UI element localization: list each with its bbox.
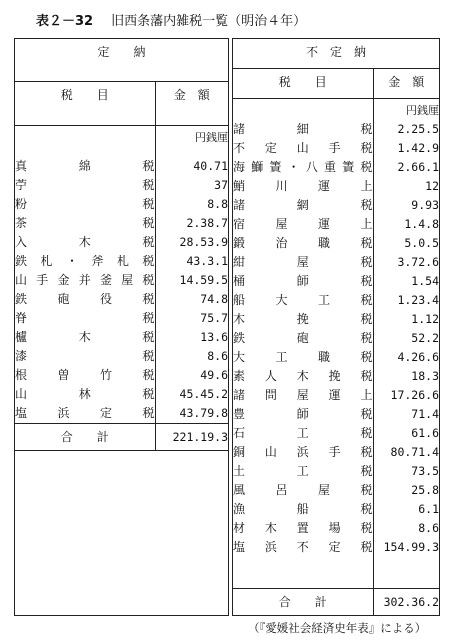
- table-row: [233, 215, 439, 234]
- tax-amount: 40.71: [193, 159, 228, 174]
- tax-item-name: 素 人 木 挽 税: [233, 367, 373, 386]
- tax-item-name: 材 木 置 場 税: [233, 519, 373, 538]
- tax-amount: 8.6: [418, 521, 439, 536]
- table-row: [15, 252, 228, 271]
- total-label: 合 計: [15, 424, 155, 451]
- tax-amount: 75.7: [200, 311, 228, 326]
- tax-amount: 8.6: [207, 349, 228, 364]
- tax-item-name: 石 工 税: [233, 424, 373, 443]
- tax-amount: 74.8: [200, 292, 228, 307]
- tax-item-name: 風 呂 屋 税: [233, 481, 373, 500]
- tax-item-name: 粉 税: [15, 195, 155, 214]
- tax-item-name: 海 鰤 簀 ・ 八 重 簀 税: [233, 158, 373, 177]
- tax-item-name: 鮹 川 運 上: [233, 177, 373, 196]
- tax-item-name: 不 定 山 手 税: [233, 139, 373, 158]
- tax-amount: 71.4: [411, 407, 439, 422]
- tax-amount: 4.26.6: [397, 350, 439, 365]
- tax-item-name: 大 工 職 税: [233, 348, 373, 367]
- fixed-tax-section: [15, 39, 229, 616]
- tax-item-name: 桶 師 税: [233, 272, 373, 291]
- tax-amount: 43.79.8: [179, 406, 228, 421]
- tax-item-name: 真 綿 税: [15, 157, 155, 176]
- tax-amount: 2.66.1: [397, 160, 439, 175]
- table-row: [233, 348, 439, 367]
- tax-amount: 17.26.6: [390, 388, 439, 403]
- tax-amount: 12: [425, 179, 439, 194]
- table-row: [15, 328, 228, 347]
- tax-amount: 43.3.1: [186, 254, 228, 269]
- table-row: [233, 538, 439, 557]
- table-row: [233, 234, 439, 253]
- total-amount: 221.19.3: [155, 424, 228, 451]
- table-row: [15, 385, 228, 404]
- tax-amount: 13.6: [200, 330, 228, 345]
- tax-amount: 37: [214, 178, 228, 193]
- tax-item-name: 土 工 税: [233, 462, 373, 481]
- tax-item-name: 根 曽 竹 税: [15, 366, 155, 385]
- source-note: （『愛媛社会経済史年表』による）: [248, 621, 427, 635]
- tax-item-name: 諸 網 税: [233, 196, 373, 215]
- table-row: [233, 443, 439, 462]
- table-title: [36, 10, 306, 29]
- table-row: [15, 214, 228, 233]
- table-row: [233, 405, 439, 424]
- tax-amount: 8.8: [207, 197, 228, 212]
- table-row: [233, 310, 439, 329]
- tax-item-name: 塩 浜 定 税: [15, 404, 155, 424]
- tax-item-name: 豊 師 税: [233, 405, 373, 424]
- table-row: [233, 367, 439, 386]
- tax-item-name: 宿 屋 運 上: [233, 215, 373, 234]
- column-header-item: 税 目: [233, 68, 373, 98]
- table-row: [15, 366, 228, 385]
- table-row: [233, 481, 439, 500]
- variable-tax-section: [233, 39, 440, 616]
- table-row: [233, 519, 439, 538]
- tax-item-name: 山 手 金 并 釜 屋 税: [15, 271, 155, 290]
- tax-amount: 49.6: [200, 368, 228, 383]
- tax-amount: 9.93: [411, 198, 439, 213]
- table-number: 表２－32: [36, 14, 94, 29]
- tax-amount: 80.71.4: [390, 445, 439, 460]
- tax-amount: 73.5: [411, 464, 439, 479]
- tax-item-name: 山 林 税: [15, 385, 155, 404]
- tax-amount: 2.38.7: [186, 216, 228, 231]
- table-row: [233, 177, 439, 196]
- tax-amount: 45.45.2: [179, 387, 228, 402]
- section-header: 定 納: [15, 39, 228, 82]
- table-caption: 旧西条藩内雑税一覧（明治４年）: [111, 14, 307, 29]
- tax-amount: 154.99.3: [383, 540, 439, 555]
- tax-item-name: 苧 税: [15, 176, 155, 195]
- tax-item-name: 木 挽 税: [233, 310, 373, 329]
- table-row: [15, 290, 228, 309]
- tax-item-name: 櫨 木 税: [15, 328, 155, 347]
- tax-item-name: 入 木 税: [15, 233, 155, 252]
- table-row: [233, 291, 439, 310]
- column-header-item: 税 目: [15, 82, 155, 126]
- table-row: [15, 233, 228, 252]
- tax-amount: 18.3: [411, 369, 439, 384]
- tax-item-name: 諸 細 税: [233, 120, 373, 139]
- table-row: [15, 195, 228, 214]
- tax-item-name: 船 大 工 税: [233, 291, 373, 310]
- tax-amount: 25.8: [411, 483, 439, 498]
- table-row: [233, 462, 439, 481]
- table-row: [233, 139, 439, 158]
- tax-item-name: 諸 問 屋 運 上: [233, 386, 373, 405]
- table-row: [233, 424, 439, 443]
- tax-item-name: 漆 税: [15, 347, 155, 366]
- table-row: [233, 253, 439, 272]
- tax-amount: 14.59.5: [179, 273, 228, 288]
- tax-amount: 1.4.8: [404, 217, 439, 232]
- table-row: [15, 404, 228, 424]
- tax-amount: 52.2: [411, 331, 439, 346]
- table-row: [15, 309, 228, 328]
- tax-item-name: 紺 屋 税: [233, 253, 373, 272]
- tax-amount: 3.72.6: [397, 255, 439, 270]
- tax-amount: 1.23.4: [397, 293, 439, 308]
- tax-item-name: 鉄 砲 役 税: [15, 290, 155, 309]
- total-row: [15, 424, 228, 451]
- column-header-amount: 金 額: [373, 68, 439, 98]
- tax-amount: 5.0.5: [404, 236, 439, 251]
- tax-item-name: 鉄 札 ・ 斧 札 税: [15, 252, 155, 271]
- tax-item-name: 脊 税: [15, 309, 155, 328]
- table-row: [233, 272, 439, 291]
- total-row: [233, 589, 439, 616]
- tax-item-name: 鍛 治 職 税: [233, 234, 373, 253]
- table-row: [233, 386, 439, 405]
- unit-label: 円銭厘: [195, 130, 228, 144]
- table-row: [15, 176, 228, 195]
- tax-item-name: 塩 浜 不 定 税: [233, 538, 373, 557]
- tax-amount: 2.25.5: [397, 122, 439, 137]
- tax-amount: 1.42.9: [397, 141, 439, 156]
- table-row: [233, 120, 439, 139]
- section-header: 不 定 納: [233, 39, 439, 68]
- tax-item-name: 銅 山 浜 手 税: [233, 443, 373, 462]
- column-header-amount: 金 額: [155, 82, 228, 126]
- tax-amount: 1.54: [411, 274, 439, 289]
- tax-amount: 6.1: [418, 502, 439, 517]
- total-amount: 302.36.2: [373, 589, 439, 616]
- tax-amount: 28.53.9: [179, 235, 228, 250]
- tax-item-name: 漁 船 税: [233, 500, 373, 519]
- table-row: [15, 271, 228, 290]
- table-row: [15, 157, 228, 176]
- total-label: 合 計: [233, 589, 373, 616]
- tax-amount: 1.12: [411, 312, 439, 327]
- table-row: [15, 347, 228, 366]
- tax-table: [14, 38, 440, 616]
- table-row: [233, 196, 439, 215]
- unit-label: 円銭厘: [406, 103, 439, 117]
- table-row: [233, 329, 439, 348]
- table-row: [233, 500, 439, 519]
- tax-item-name: 鉄 砲 税: [233, 329, 373, 348]
- tax-amount: 61.6: [411, 426, 439, 441]
- table-row: [233, 158, 439, 177]
- tax-item-name: 茶 税: [15, 214, 155, 233]
